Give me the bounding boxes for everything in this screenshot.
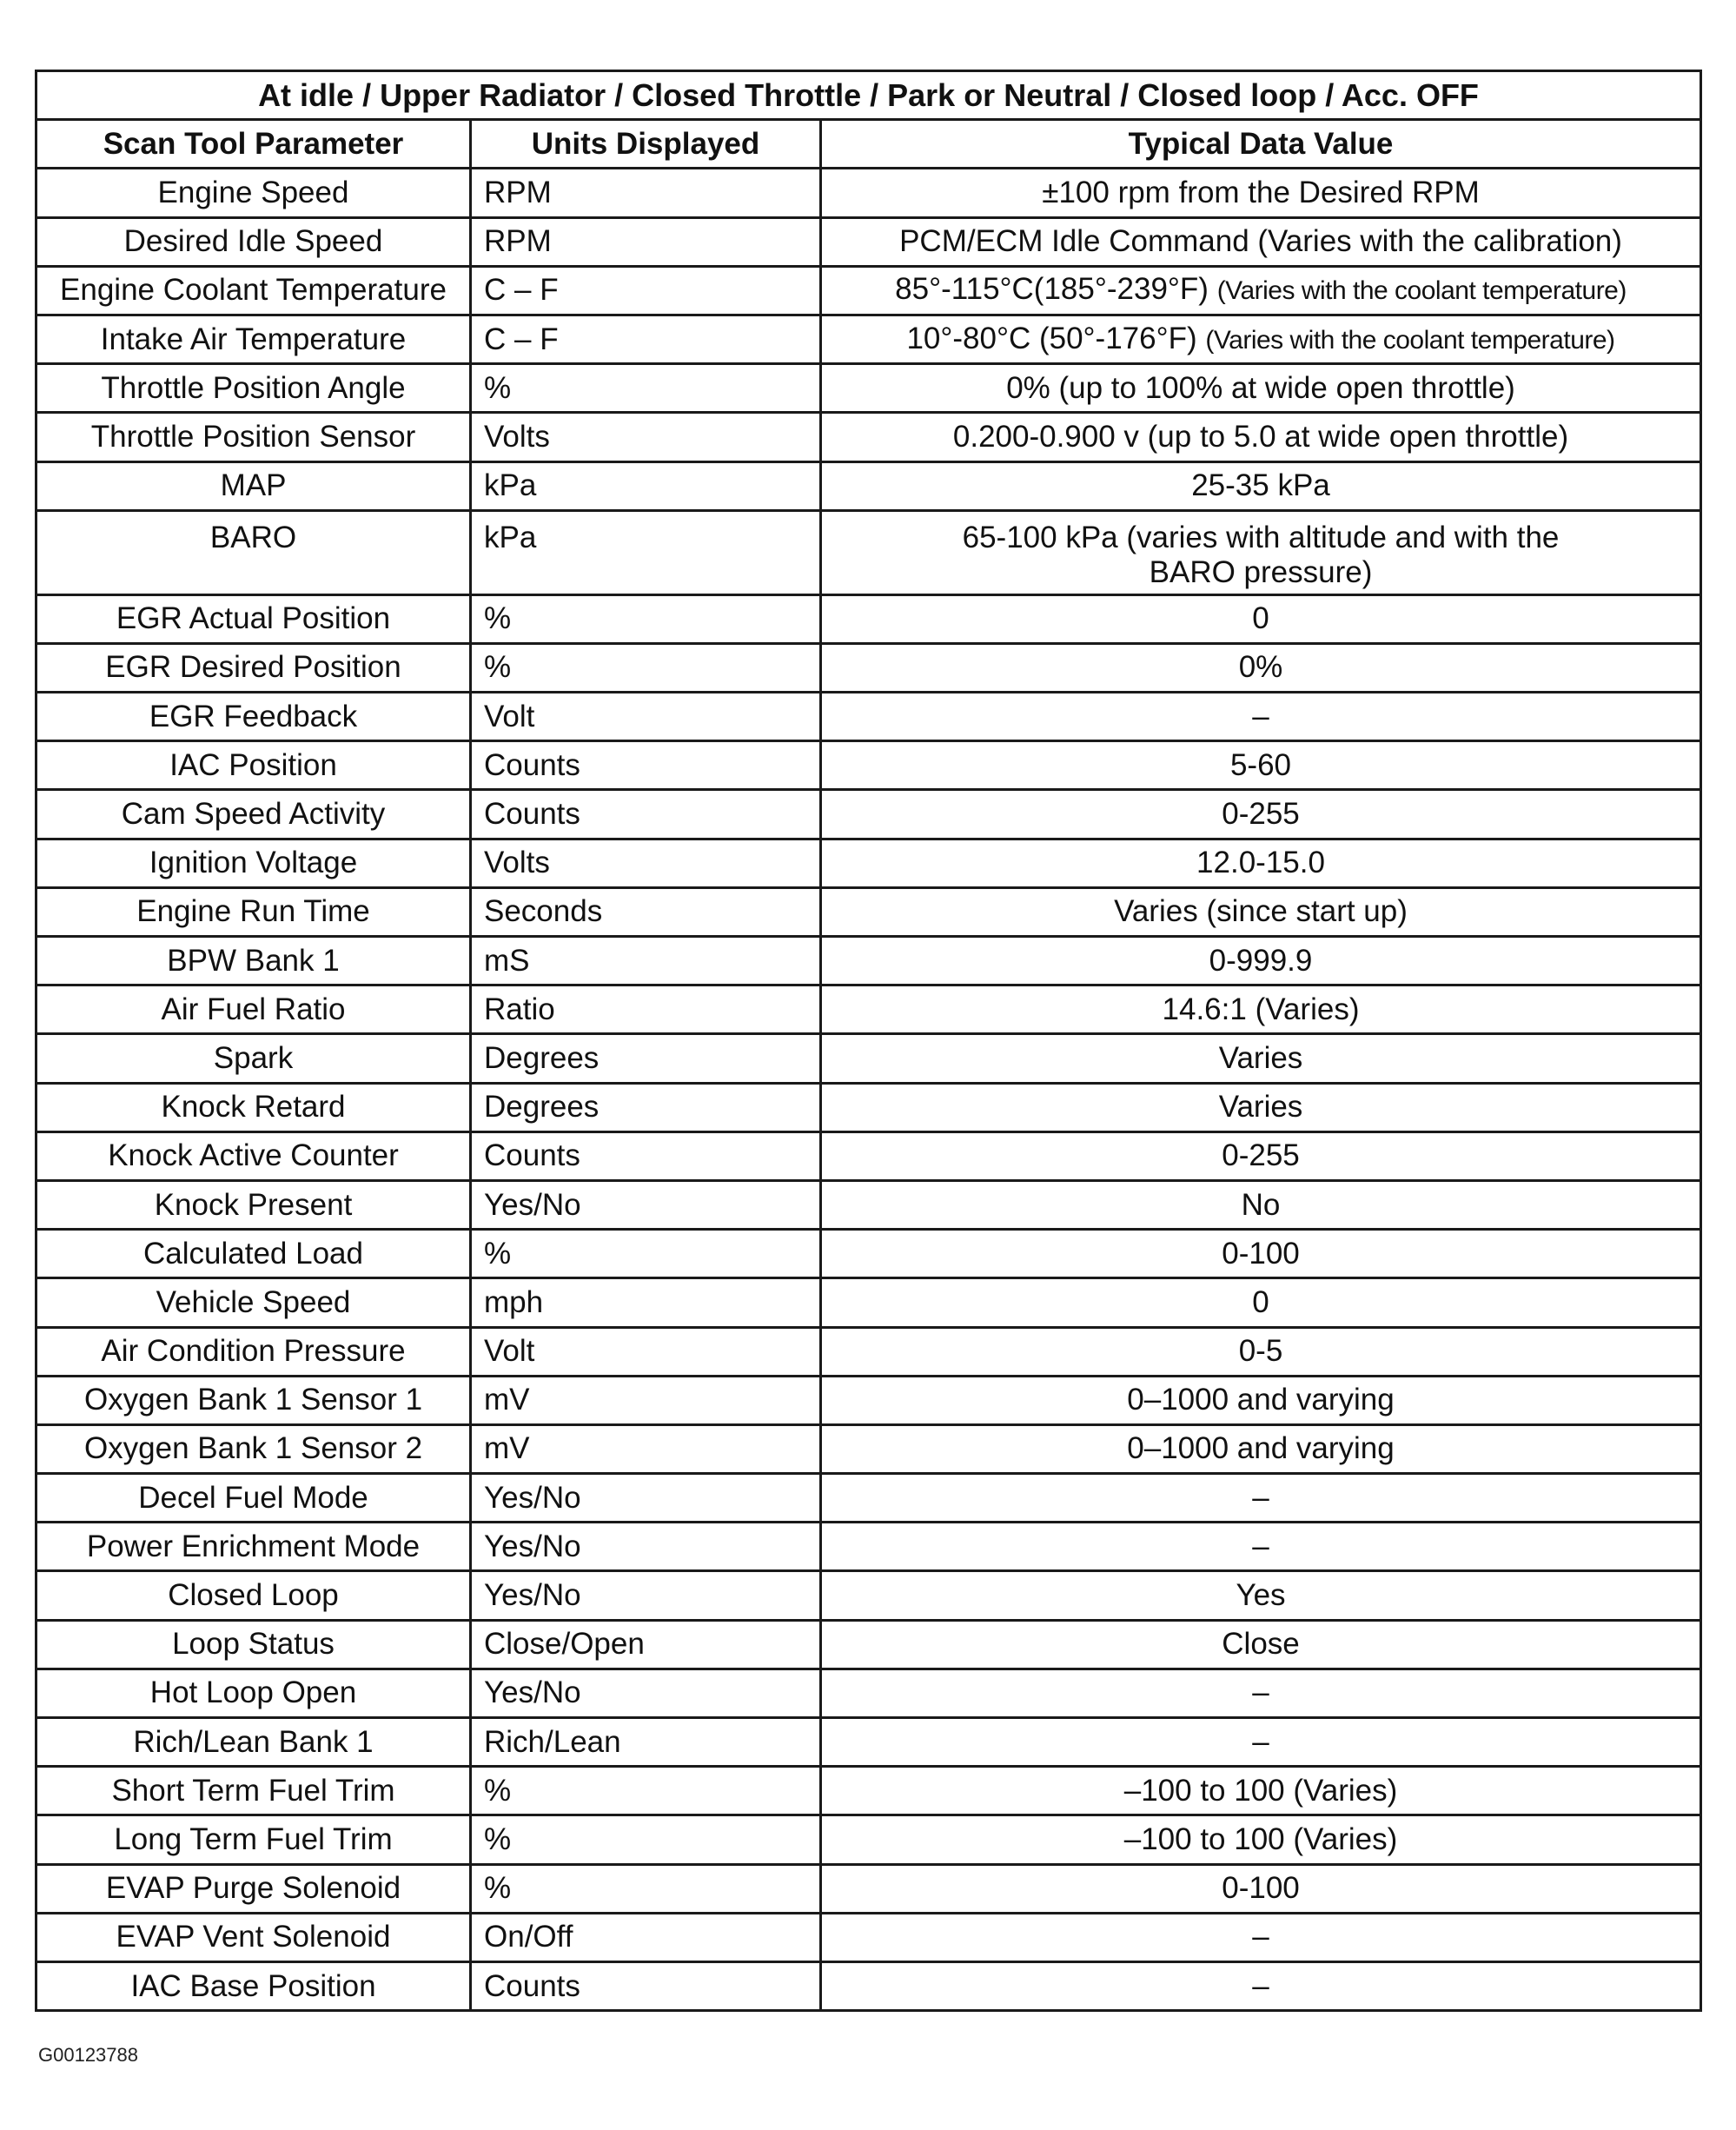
table-row — [36, 1376, 1701, 1424]
cell-units: Yes/No — [471, 1571, 821, 1620]
cell-units: kPa — [471, 510, 821, 594]
cell-units: Ratio — [471, 985, 821, 1034]
value-text-line2: BARO pressure) — [1149, 554, 1373, 589]
value-text: 5-60 — [1229, 747, 1292, 782]
value-text: 0 — [1252, 601, 1269, 636]
table-row — [36, 985, 1701, 1034]
cell-parameter: Knock Active Counter — [36, 1131, 471, 1180]
cell-units: mS — [471, 937, 821, 985]
value-text: 0.200-0.900 v (up to 5.0 at wide open throttle) — [952, 419, 1569, 454]
table-row — [36, 1523, 1701, 1571]
table-row — [36, 266, 1701, 315]
cell-units: RPM — [471, 217, 821, 266]
cell-typical-value — [821, 266, 1701, 315]
cell-units: C – F — [471, 315, 821, 363]
cell-typical-value — [821, 1864, 1701, 1913]
table-row — [36, 1474, 1701, 1523]
cell-units: Volt — [471, 693, 821, 741]
table-row — [36, 937, 1701, 985]
value-text: ±100 rpm from the Desired RPM — [1042, 175, 1480, 209]
cell-units: On/Off — [471, 1913, 821, 1961]
value-text: 85°-115°C(185°-239°F) — [895, 272, 1209, 307]
cell-units: Counts — [471, 1131, 821, 1180]
cell-parameter: Closed Loop — [36, 1571, 471, 1620]
table-row — [36, 1571, 1701, 1620]
value-text: 0% (up to 100% at wide open throttle) — [1006, 370, 1515, 405]
cell-typical-value — [821, 1913, 1701, 1961]
cell-typical-value — [821, 1230, 1701, 1278]
table-row — [36, 790, 1701, 839]
cell-units: Yes/No — [471, 1474, 821, 1523]
value-text: 0% — [1238, 650, 1283, 685]
cell-units: mV — [471, 1424, 821, 1473]
cell-typical-value — [821, 1815, 1701, 1864]
cell-typical-value — [821, 839, 1701, 887]
table-row — [36, 1424, 1701, 1473]
cell-typical-value — [821, 1523, 1701, 1571]
table-row — [36, 1131, 1701, 1180]
cell-typical-value — [821, 315, 1701, 363]
table-row — [36, 1180, 1701, 1229]
cell-typical-value — [821, 1718, 1701, 1767]
cell-typical-value — [821, 364, 1701, 413]
value-text: 10°-80°C (50°-176°F) — [906, 321, 1197, 355]
table-row — [36, 1864, 1701, 1913]
table-row — [36, 741, 1701, 790]
cell-typical-value — [821, 985, 1701, 1034]
value-text: – — [1252, 1920, 1269, 1954]
table-row — [36, 364, 1701, 413]
cell-typical-value — [821, 1327, 1701, 1376]
cell-units: % — [471, 1230, 821, 1278]
table-row — [36, 1327, 1701, 1376]
table-header-row — [36, 120, 1701, 169]
cell-units: Degrees — [471, 1034, 821, 1083]
value-text: – — [1252, 1529, 1269, 1563]
cell-parameter: Throttle Position Sensor — [36, 413, 471, 461]
cell-parameter: Calculated Load — [36, 1230, 471, 1278]
cell-typical-value — [821, 693, 1701, 741]
cell-parameter: EVAP Purge Solenoid — [36, 1864, 471, 1913]
cell-parameter: Engine Run Time — [36, 887, 471, 936]
value-text: 0-100 — [1222, 1871, 1300, 1906]
value-text: 0-255 — [1222, 797, 1300, 832]
cell-parameter: EGR Feedback — [36, 693, 471, 741]
header-units-displayed: Units Displayed — [471, 120, 821, 169]
cell-typical-value — [821, 741, 1701, 790]
cell-parameter: Cam Speed Activity — [36, 790, 471, 839]
cell-parameter: Air Fuel Ratio — [36, 985, 471, 1034]
table-row — [36, 1961, 1701, 2010]
value-text: 0 — [1252, 1284, 1269, 1319]
cell-typical-value — [821, 169, 1701, 217]
cell-parameter: Oxygen Bank 1 Sensor 2 — [36, 1424, 471, 1473]
cell-parameter: Throttle Position Angle — [36, 364, 471, 413]
cell-units: Seconds — [471, 887, 821, 936]
table-caption: At idle / Upper Radiator / Closed Throttle / Park or Neutral / Closed loop / Acc. OFF — [36, 71, 1701, 120]
cell-typical-value — [821, 217, 1701, 266]
table-row — [36, 643, 1701, 692]
table-row — [36, 1718, 1701, 1767]
header-scan-tool-parameter: Scan Tool Parameter — [36, 120, 471, 169]
cell-parameter: Engine Speed — [36, 169, 471, 217]
cell-units: RPM — [471, 169, 821, 217]
cell-units: % — [471, 643, 821, 692]
cell-units: % — [471, 594, 821, 643]
value-text: – — [1252, 699, 1269, 733]
cell-parameter: Rich/Lean Bank 1 — [36, 1718, 471, 1767]
cell-units: mph — [471, 1278, 821, 1327]
figure-id-label: G00123788 — [38, 2044, 138, 2066]
cell-units: Volt — [471, 1327, 821, 1376]
table-row — [36, 461, 1701, 510]
table-row — [36, 1669, 1701, 1717]
value-text: – — [1252, 1480, 1269, 1515]
cell-units: Counts — [471, 1961, 821, 2010]
cell-units: Yes/No — [471, 1180, 821, 1229]
cell-units: % — [471, 364, 821, 413]
table-row — [36, 594, 1701, 643]
cell-parameter: IAC Base Position — [36, 1961, 471, 2010]
cell-parameter: Long Term Fuel Trim — [36, 1815, 471, 1864]
table-row — [36, 1230, 1701, 1278]
cell-units: Degrees — [471, 1083, 821, 1131]
cell-typical-value — [821, 887, 1701, 936]
cell-parameter: EGR Desired Position — [36, 643, 471, 692]
value-text: Varies — [1218, 1040, 1303, 1075]
cell-units: % — [471, 1767, 821, 1815]
cell-typical-value — [821, 790, 1701, 839]
cell-units: kPa — [471, 461, 821, 510]
value-text: 14.6:1 (Varies) — [1162, 992, 1360, 1026]
cell-parameter: Intake Air Temperature — [36, 315, 471, 363]
cell-typical-value — [821, 643, 1701, 692]
table-caption-row — [36, 71, 1701, 120]
cell-parameter: Oxygen Bank 1 Sensor 1 — [36, 1376, 471, 1424]
cell-parameter: EGR Actual Position — [36, 594, 471, 643]
value-text: 0-5 — [1238, 1334, 1283, 1369]
cell-typical-value — [821, 1620, 1701, 1669]
scan-tool-data-table — [35, 70, 1702, 2012]
cell-typical-value — [821, 594, 1701, 643]
cell-typical-value — [821, 1961, 1701, 2010]
table-row — [36, 693, 1701, 741]
value-text: 0–1000 and varying — [1127, 1431, 1395, 1466]
value-text: – — [1252, 1675, 1269, 1710]
table-row — [36, 1278, 1701, 1327]
table-row — [36, 1034, 1701, 1083]
value-note: (Varies with the coolant temperature) — [1216, 276, 1627, 306]
cell-parameter: BPW Bank 1 — [36, 937, 471, 985]
cell-units: Close/Open — [471, 1620, 821, 1669]
value-text: Yes — [1236, 1578, 1286, 1613]
cell-units: Yes/No — [471, 1523, 821, 1571]
cell-parameter: BARO — [36, 510, 471, 594]
table-row — [36, 1620, 1701, 1669]
table-row — [36, 1767, 1701, 1815]
cell-typical-value — [821, 1474, 1701, 1523]
table-row — [36, 169, 1701, 217]
cell-typical-value — [821, 937, 1701, 985]
value-text: 0–1000 and varying — [1127, 1383, 1395, 1417]
header-typical-data-value: Typical Data Value — [821, 120, 1701, 169]
table-body — [36, 169, 1701, 2011]
cell-units: mV — [471, 1376, 821, 1424]
cell-units: Counts — [471, 741, 821, 790]
value-text: 12.0-15.0 — [1196, 846, 1325, 880]
cell-typical-value — [821, 1669, 1701, 1717]
value-text: –100 to 100 (Varies) — [1123, 1773, 1398, 1808]
cell-typical-value — [821, 1034, 1701, 1083]
cell-parameter: Power Enrichment Mode — [36, 1523, 471, 1571]
cell-parameter: Air Condition Pressure — [36, 1327, 471, 1376]
cell-parameter: Short Term Fuel Trim — [36, 1767, 471, 1815]
cell-parameter: EVAP Vent Solenoid — [36, 1913, 471, 1961]
value-text: 65-100 kPa (varies with altitude and with the — [962, 520, 1560, 554]
cell-units: Volts — [471, 413, 821, 461]
cell-typical-value — [821, 413, 1701, 461]
table-row — [36, 1083, 1701, 1131]
cell-parameter: Engine Coolant Temperature — [36, 266, 471, 315]
cell-parameter: Spark — [36, 1034, 471, 1083]
value-text: 25-35 kPa — [1191, 468, 1330, 503]
value-text: – — [1252, 1968, 1269, 2003]
cell-parameter: Knock Present — [36, 1180, 471, 1229]
cell-parameter: MAP — [36, 461, 471, 510]
cell-parameter: Hot Loop Open — [36, 1669, 471, 1717]
cell-units: Counts — [471, 790, 821, 839]
value-text: 0-100 — [1222, 1236, 1300, 1271]
table-row — [36, 1815, 1701, 1864]
table-row — [36, 510, 1701, 594]
cell-parameter: Knock Retard — [36, 1083, 471, 1131]
value-text: Close — [1222, 1627, 1300, 1662]
table-row — [36, 887, 1701, 936]
cell-typical-value — [821, 461, 1701, 510]
value-text: Varies (since start up) — [1114, 894, 1408, 929]
cell-parameter: Vehicle Speed — [36, 1278, 471, 1327]
cell-typical-value — [821, 1180, 1701, 1229]
cell-typical-value — [821, 1083, 1701, 1131]
cell-parameter: Ignition Voltage — [36, 839, 471, 887]
table-row — [36, 1913, 1701, 1961]
cell-units: C – F — [471, 266, 821, 315]
cell-typical-value — [821, 1767, 1701, 1815]
value-note: (Varies with the coolant temperature) — [1205, 325, 1615, 355]
value-text: No — [1241, 1187, 1281, 1222]
value-text: Varies — [1218, 1090, 1303, 1125]
cell-units: Rich/Lean — [471, 1718, 821, 1767]
cell-units: % — [471, 1815, 821, 1864]
cell-typical-value — [821, 1376, 1701, 1424]
value-text: – — [1252, 1724, 1269, 1759]
cell-units: Yes/No — [471, 1669, 821, 1717]
table-row — [36, 315, 1701, 363]
cell-parameter: IAC Position — [36, 741, 471, 790]
cell-typical-value — [821, 510, 1701, 594]
value-text: 0-999.9 — [1209, 943, 1313, 978]
cell-parameter: Decel Fuel Mode — [36, 1474, 471, 1523]
cell-typical-value — [821, 1131, 1701, 1180]
cell-parameter: Loop Status — [36, 1620, 471, 1669]
cell-typical-value — [821, 1278, 1701, 1327]
value-text: 0-255 — [1222, 1138, 1300, 1173]
table-row — [36, 839, 1701, 887]
table-row — [36, 217, 1701, 266]
cell-parameter: Desired Idle Speed — [36, 217, 471, 266]
value-text: –100 to 100 (Varies) — [1123, 1821, 1398, 1856]
cell-units: Volts — [471, 839, 821, 887]
table-row — [36, 413, 1701, 461]
cell-typical-value — [821, 1571, 1701, 1620]
cell-typical-value — [821, 1424, 1701, 1473]
cell-units: % — [471, 1864, 821, 1913]
value-text: PCM/ECM Idle Command (Varies with the calibration) — [899, 224, 1622, 259]
